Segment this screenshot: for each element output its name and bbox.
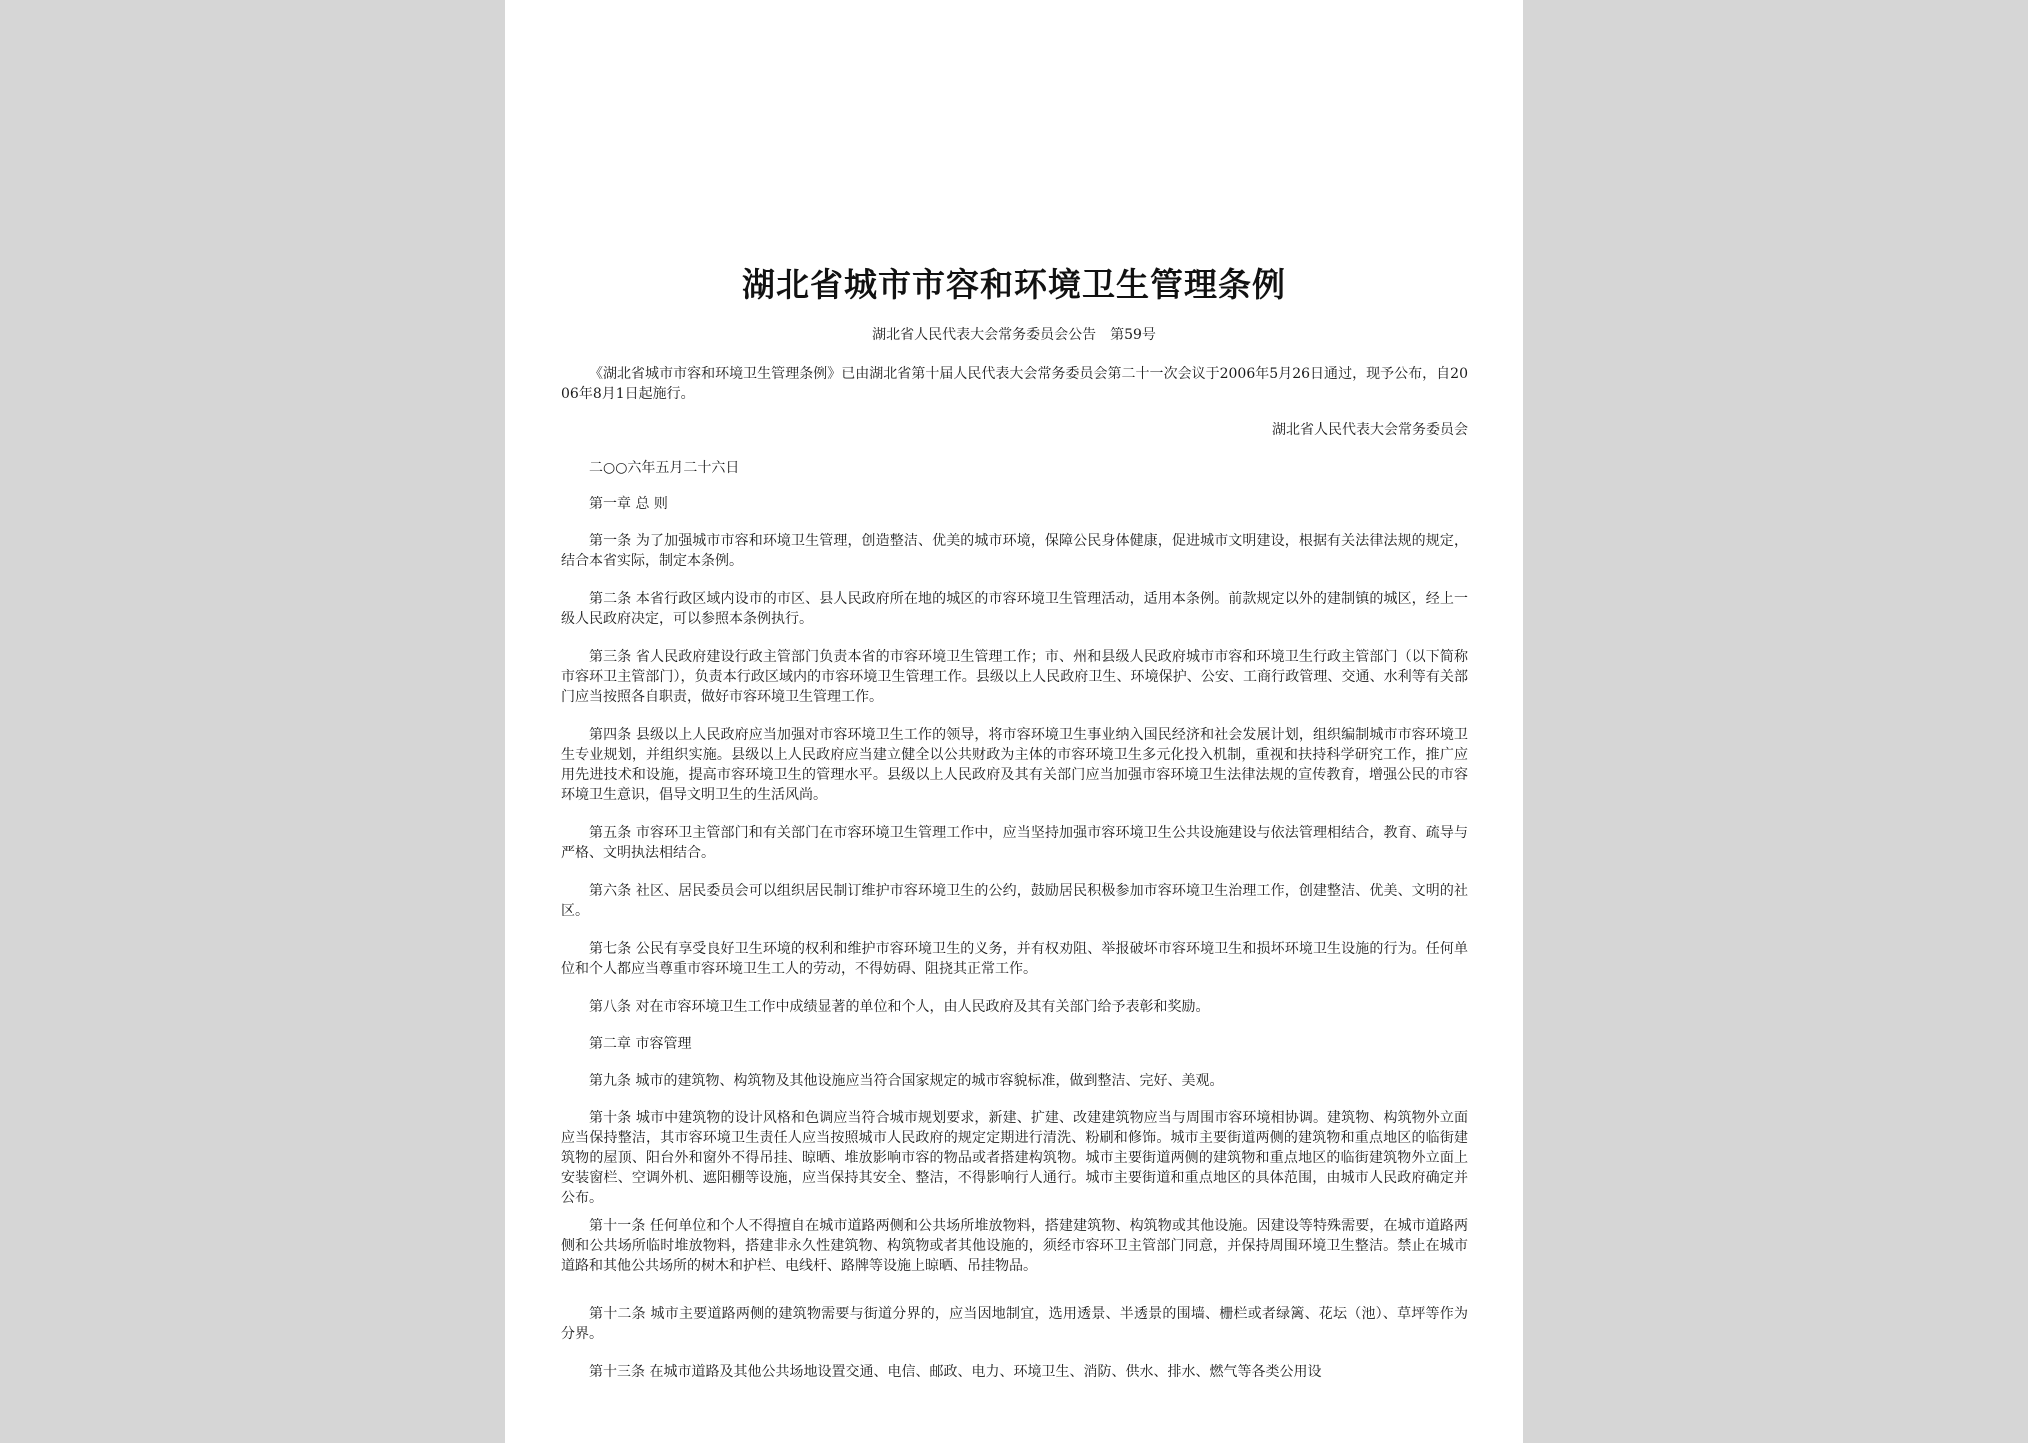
announcement-number: 湖北省人民代表大会常务委员会公告 第59号 xyxy=(872,327,1156,343)
document-title: 湖北省城市市容和环境卫生管理条例 xyxy=(742,265,1286,304)
article-7: 第七条 公民有享受良好卫生环境的权利和维护市容环境卫生的义务，并有权劝阻、举报破坏市容环境卫生和损坏环境卫生设施的行为。任何单位和个人都应当尊重市容环境卫生工人的劳动，不得妨碍、阻挠其正常工作。 xyxy=(561,941,1468,977)
signatory: 湖北省人民代表大会常务委员会 xyxy=(1272,422,1468,438)
chapter-heading: 第二章 市容管理 xyxy=(589,1036,692,1052)
article-8: 第八条 对在市容环境卫生工作中成绩显著的单位和个人，由人民政府及其有关部门给予表彰和奖励。 xyxy=(589,999,1210,1015)
article-3: 第三条 省人民政府建设行政主管部门负责本省的市容环境卫生管理工作；市、州和县级人民政府城市市容和环境卫生行政主管部门（以下简称市容环卫主管部门），负责本行政区域内的市容环境卫生管理工作。县级以上人民政府卫生、环境保护、公安、工商行政管理、交通、水利等有关部门应当按照各自职责，做好市容环境卫生管理工作。 xyxy=(561,649,1468,705)
article-1: 第一条 为了加强城市市容和环境卫生管理，创造整洁、优美的城市环境，保障公民身体健康，促进城市文明建设，根据有关法律法规的规定，结合本省实际，制定本条例。 xyxy=(561,533,1468,569)
article-10: 第十条 城市中建筑物的设计风格和色调应当符合城市规划要求，新建、扩建、改建建筑物应当与周围市容环境相协调。建筑物、构筑物外立面应当保持整洁，其市容环境卫生责任人应当按照城市人民政府的规定定期进行清洗、粉刷和修饰。城市主要街道两侧的建筑物和重点地区的临街建筑物的屋顶、阳台外和窗外不得吊挂、晾晒、堆放影响市容的物品或者搭建构筑物。城市主要街道两侧的建筑物和重点地区的临街建筑物外立面上安装窗栏、空调外机、遮阳棚等设施，应当保持其安全、整洁，不得影响行人通行。城市主要街道和重点地区的具体范围，由城市人民政府确定并公布。 xyxy=(561,1110,1468,1206)
document-page xyxy=(505,0,1523,1443)
article-5: 第五条 市容环卫主管部门和有关部门在市容环境卫生管理工作中，应当坚持加强市容环境卫生公共设施建设与依法管理相结合，教育、疏导与严格、文明执法相结合。 xyxy=(561,825,1468,861)
article-2: 第二条 本省行政区域内设市的市区、县人民政府所在地的城区的市容环境卫生管理活动，适用本条例。前款规定以外的建制镇的城区，经上一级人民政府决定，可以参照本条例执行。 xyxy=(561,591,1468,627)
article-11: 第十一条 任何单位和个人不得擅自在城市道路两侧和公共场所堆放物料，搭建建筑物、构筑物或其他设施。因建设等特殊需要，在城市道路两侧和公共场所临时堆放物料，搭建非永久性建筑物、构筑物或者其他设施的，须经市容环卫主管部门同意，并保持周围环境卫生整洁。禁止在城市道路和其他公共场所的树木和护栏、电线杆、路牌等设施上晾晒、吊挂物品。 xyxy=(561,1218,1468,1274)
article-9: 第九条 城市的建筑物、构筑物及其他设施应当符合国家规定的城市容貌标准，做到整洁、完好、美观。 xyxy=(589,1073,1224,1089)
article-12: 第十二条 城市主要道路两侧的建筑物需要与街道分界的，应当因地制宜，选用透景、半透景的围墙、栅栏或者绿篱、花坛（池）、草坪等作为分界。 xyxy=(561,1306,1468,1342)
intro-paragraph: 《湖北省城市市容和环境卫生管理条例》已由湖北省第十届人民代表大会常务委员会第二十一次会议于2006年5月26日通过，现予公布，自2006年8月1日起施行。 xyxy=(561,366,1468,402)
article-4: 第四条 县级以上人民政府应当加强对市容环境卫生工作的领导，将市容环境卫生事业纳入国民经济和社会发展计划，组织编制城市市容环境卫生专业规划，并组织实施。县级以上人民政府应当建立健全以公共财政为主体的市容环境卫生多元化投入机制，重视和扶持科学研究工作，推广应用先进技术和设施，提高市容环境卫生的管理水平。县级以上人民政府及其有关部门应当加强市容环境卫生法律法规的宣传教育，增强公民的市容环境卫生意识，倡导文明卫生的生活风尚。 xyxy=(561,727,1468,803)
article-13: 第十三条 在城市道路及其他公共场地设置交通、电信、邮政、电力、环境卫生、消防、供水、排水、燃气等各类公用设 xyxy=(589,1364,1322,1380)
date-line: 二○○六年五月二十六日 xyxy=(589,460,740,476)
article-6: 第六条 社区、居民委员会可以组织居民制订维护市容环境卫生的公约，鼓励居民积极参加市容环境卫生治理工作，创建整洁、优美、文明的社区。 xyxy=(561,883,1468,919)
chapter-heading: 第一章 总 则 xyxy=(589,496,668,512)
